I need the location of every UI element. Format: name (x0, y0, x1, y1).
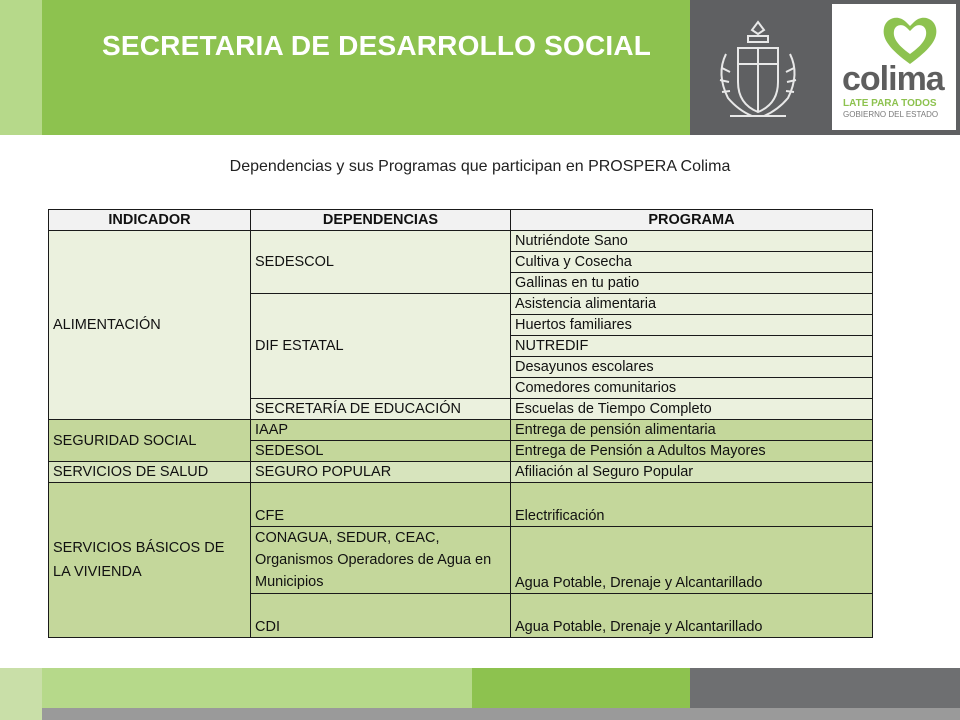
program-cell: NUTREDIF (511, 336, 873, 357)
programs-table (48, 209, 873, 638)
dependency-cell: IAAP (251, 420, 511, 441)
column-header: INDICADOR (49, 210, 251, 231)
indicator-cell: SERVICIOS BÁSICOS DE LA VIVIENDA (49, 483, 251, 638)
program-cell: Agua Potable, Drenaje y Alcantarillado (511, 594, 873, 638)
footer-strip (0, 668, 42, 720)
program-cell: Desayunos escolares (511, 357, 873, 378)
column-header: DEPENDENCIAS (251, 210, 511, 231)
program-cell: Escuelas de Tiempo Completo (511, 399, 873, 420)
page-title: SECRETARIA DE DESARROLLO SOCIAL (102, 30, 652, 61)
table-row (49, 420, 873, 441)
table-header-row (49, 210, 873, 231)
logo-wordmark: colima (842, 60, 944, 98)
dependency-cell: CONAGUA, SEDUR, CEAC, Organismos Operadores de Agua en Municipios (251, 527, 511, 594)
program-cell: Comedores comunitarios (511, 378, 873, 399)
dependency-cell: CDI (251, 594, 511, 638)
program-cell: Afiliación al Seguro Popular (511, 462, 873, 483)
table-row (49, 483, 873, 527)
program-cell: Nutriéndote Sano (511, 231, 873, 252)
program-cell: Electrificación (511, 483, 873, 527)
dependency-cell: DIF ESTATAL (251, 294, 511, 399)
dependency-cell: SEDESCOL (251, 231, 511, 294)
slide-subtitle: Dependencias y sus Programas que participan en PROSPERA Colima (229, 158, 731, 175)
footer-base (42, 708, 960, 720)
header-green-band (0, 0, 690, 135)
logo-subtitle: GOBIERNO DEL ESTADO (843, 110, 939, 119)
indicator-cell: SERVICIOS DE SALUD (49, 462, 251, 483)
footer-strip (42, 668, 472, 708)
program-cell: Cultiva y Cosecha (511, 252, 873, 273)
header (0, 0, 960, 135)
table-row (49, 231, 873, 252)
table-row (49, 462, 873, 483)
dependency-cell: SEDESOL (251, 441, 511, 462)
program-cell: Asistencia alimentaria (511, 294, 873, 315)
dependency-cell: CFE (251, 483, 511, 527)
program-cell: Entrega de pensión alimentaria (511, 420, 873, 441)
header-accent-strip (0, 0, 42, 135)
footer-strip (690, 668, 960, 708)
program-cell: Agua Potable, Drenaje y Alcantarillado (511, 527, 873, 594)
indicator-cell: SEGURIDAD SOCIAL (49, 420, 251, 462)
column-header: PROGRAMA (511, 210, 873, 231)
dependency-cell: SECRETARÍA DE EDUCACIÓN (251, 399, 511, 420)
indicator-cell: ALIMENTACIÓN (49, 231, 251, 420)
coat-of-arms-icon (708, 14, 808, 124)
program-cell: Entrega de Pensión a Adultos Mayores (511, 441, 873, 462)
program-cell: Huertos familiares (511, 315, 873, 336)
footer-strip (472, 668, 690, 708)
logo-tagline: LATE PARA TODOS (843, 98, 937, 109)
program-cell: Gallinas en tu patio (511, 273, 873, 294)
dependency-cell: SEGURO POPULAR (251, 462, 511, 483)
